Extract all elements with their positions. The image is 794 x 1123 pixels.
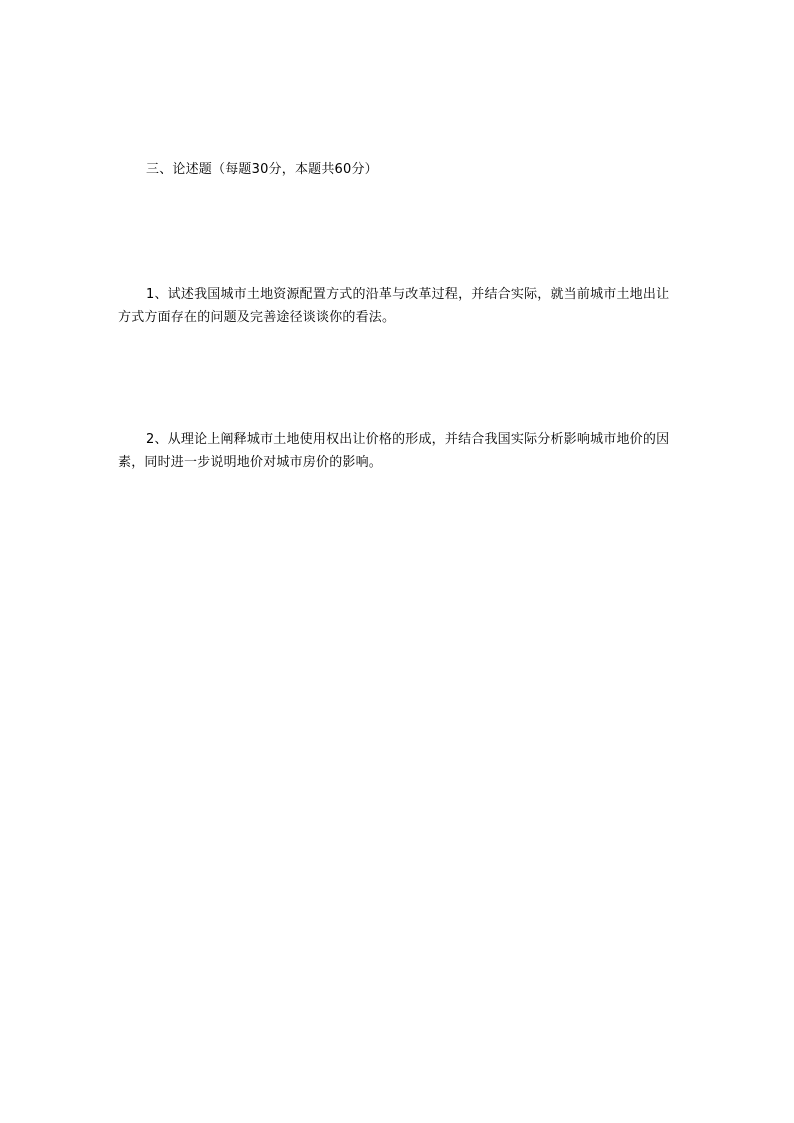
essay-question-2: 2、从理论上阐释城市土地使用权出让价格的形成，并结合我国实际分析影响城市地价的因素，同时进一步说明地价对城市房价的影响。 (118, 432, 670, 470)
essay-question-1: 1、试述我国城市土地资源配置方式的沿革与改革过程，并结合实际，就当前城市土地出让方式方面存在的问题及完善途径谈谈你的看法。 (118, 287, 670, 325)
section-heading: 三、论述题（每题30分，本题共60分） (146, 162, 378, 177)
